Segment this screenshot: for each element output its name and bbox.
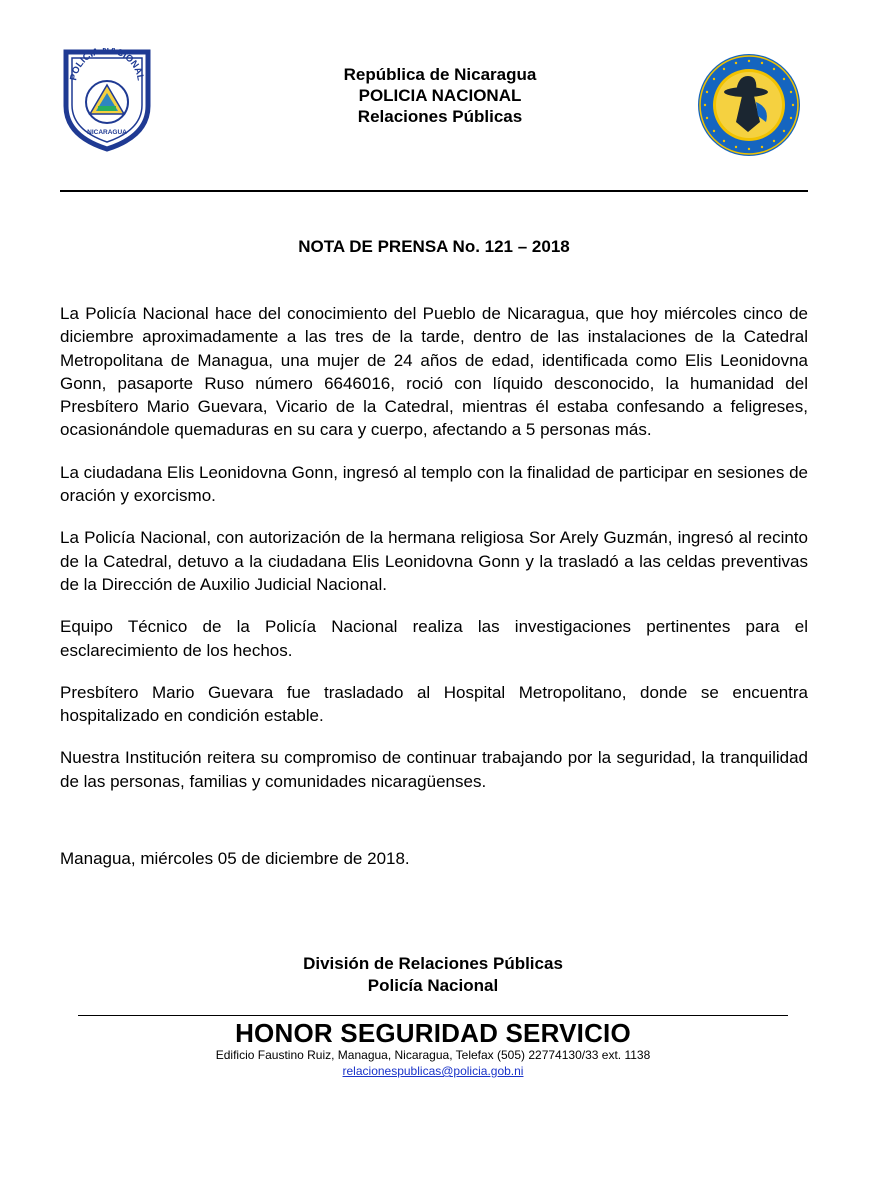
document-header: [240, 64, 640, 127]
policia-nacional-shield-logo: [62, 48, 152, 152]
paragraph: La ciudadana Elis Leonidovna Gonn, ingresó al templo con la finalidad de participar en sesiones de oración y exorcismo.: [60, 462, 808, 506]
press-release-title: NOTA DE PRENSA No. 121 – 2018: [298, 237, 570, 256]
signature-division: División de Relaciones Públicas: [303, 954, 563, 973]
paragraph: Nuestra Institución reitera su compromiso de continuar trabajando por la seguridad, la tranquilidad de las personas, familias y comunidades nicaragüenses.: [60, 748, 808, 791]
shield-bottom-text: NICARAGUA: [87, 129, 127, 136]
header-department: Relaciones Públicas: [357, 107, 523, 126]
signature-institution: Policía Nacional: [367, 976, 499, 995]
sandino-seal-logo: [696, 52, 802, 158]
signature-block: [200, 953, 666, 997]
shield-top-text: POLICIA NACIONAL: [68, 48, 146, 82]
paragraph: La Policía Nacional, con autorización de la hermana religiosa Sor Arely Guzmán, ingresó al recinto de la Catedral, detuvo a la ciudadana Elis Leonidovna Gonn y la trasladó a las celdas preventivas de la Dirección de Auxilio Judicial Nacional.: [60, 528, 808, 594]
paragraph: La Policía Nacional hace del conocimiento del Pueblo de Nicaragua, que hoy miércoles cinco de diciembre aproximadamente a las tres de la tarde, dentro de las instalaciones de la Catedral Metropolitana de Managua, una mujer de 24 años de edad, identificada como Elis Leonidovna Gonn, pasaporte Ruso número 6646016, roció con líquido desconocido, la humanidad del Presbítero Mario Guevara, Vicario de la Catedral, mientras él estaba confesando a feligreses, ocasionándole quemaduras en su cara y cuerpo, afectando a 5 personas más.: [60, 304, 808, 440]
paragraph: Presbítero Mario Guevara fue trasladado al Hospital Metropolitano, donde se encuentra hospitalizado en condición estable.: [60, 682, 808, 726]
footer-motto: HONOR SEGURIDAD SERVICIO: [235, 1018, 631, 1048]
closing-date: Managua, miércoles 05 de diciembre de 2018.: [60, 849, 410, 868]
press-release-body: [60, 302, 808, 812]
header-institution: POLICIA NACIONAL: [358, 86, 522, 105]
footer-address: Edificio Faustino Ruiz, Managua, Nicaragua, Telefax (505) 22774130/33 ext. 1138: [215, 1048, 651, 1062]
header-country: República de Nicaragua: [343, 65, 537, 84]
header-divider: [60, 190, 808, 192]
footer-email-link[interactable]: relacionespublicas@policia.gob.ni: [342, 1064, 524, 1078]
paragraph: Equipo Técnico de la Policía Nacional realiza las investigaciones pertinentes para el esclarecimiento de los hechos.: [60, 617, 808, 660]
footer-divider: [78, 1015, 788, 1016]
